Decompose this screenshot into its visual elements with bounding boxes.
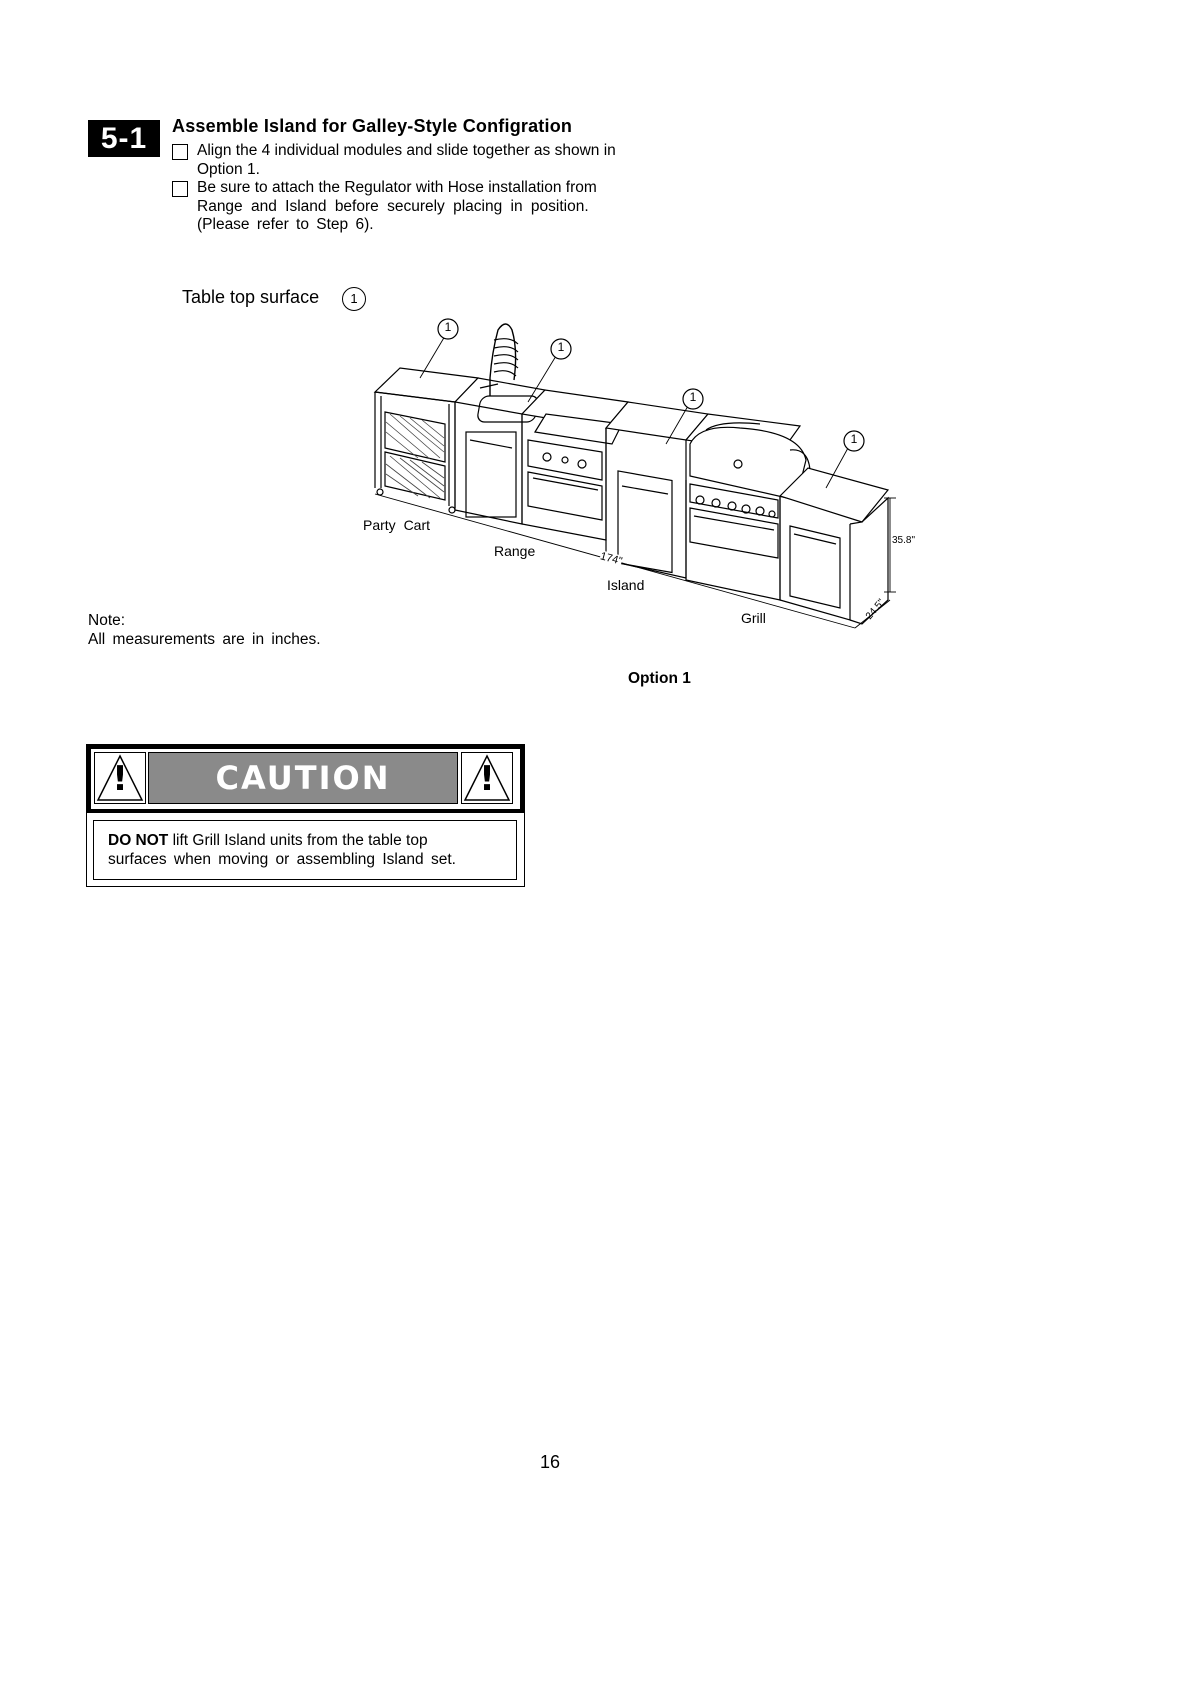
island-module-drawing xyxy=(606,402,708,578)
figure-caption: Option 1 xyxy=(628,670,691,687)
end-cabinet-drawing xyxy=(780,468,888,624)
table-top-label: Table top surface xyxy=(182,287,320,307)
note-block xyxy=(88,611,321,649)
instruction-line: Be sure to attach the Regulator with Hose installation from xyxy=(197,179,597,196)
callout-number: 1 xyxy=(557,340,565,354)
instruction-line: Option 1. xyxy=(197,160,260,178)
module-label-range: Range xyxy=(494,543,536,559)
caution-text: lift Grill Island units from the table top xyxy=(168,832,428,849)
callout-circle: 1 xyxy=(342,287,366,311)
caution-emphasis: DO NOT xyxy=(108,832,169,849)
dimension-height: 35.8" xyxy=(892,535,916,546)
range-module-drawing xyxy=(455,324,545,524)
checkbox-icon[interactable] xyxy=(172,144,188,160)
warning-triangle-icon xyxy=(461,752,513,804)
instruction-line: Range and Island before securely placing in position. xyxy=(197,197,589,215)
module-label-party-cart: Party Cart xyxy=(363,517,431,533)
instruction-bullet-1 xyxy=(197,142,679,179)
griddle-module-drawing xyxy=(522,390,628,540)
instruction-bullet-2 xyxy=(197,179,679,235)
page-number: 16 xyxy=(539,1452,561,1472)
dimension-depth: 24.5" xyxy=(863,597,888,622)
caution-text-line2: surfaces when moving or assembling Island set. xyxy=(108,851,456,868)
module-label-island: Island xyxy=(607,577,645,593)
caution-title: CAUTION xyxy=(148,752,458,804)
checkbox-icon[interactable] xyxy=(172,181,188,197)
step-number-badge: 5-1 xyxy=(88,120,160,157)
warning-triangle-icon xyxy=(94,752,146,804)
step-title: Assemble Island for Galley-Style Configration xyxy=(172,116,573,136)
callout-number: 1 xyxy=(850,432,858,446)
instruction-line: Align the 4 individual modules and slide together as shown in xyxy=(197,142,616,159)
callout-number: 1 xyxy=(444,320,452,334)
exclamation-mark: ! xyxy=(479,759,495,799)
caution-body xyxy=(93,820,517,880)
grill-module-drawing xyxy=(686,414,810,600)
note-text: All measurements are in inches. xyxy=(88,631,321,648)
dimension-lines xyxy=(375,494,896,628)
callout-number: 1 xyxy=(689,390,697,404)
note-heading: Note: xyxy=(88,612,126,629)
dimension-length: 174" xyxy=(598,550,624,568)
party-cart-drawing xyxy=(375,368,478,513)
exclamation-mark: ! xyxy=(112,759,128,799)
instruction-line: (Please refer to Step 6). xyxy=(197,216,374,233)
module-label-grill: Grill xyxy=(741,610,766,626)
